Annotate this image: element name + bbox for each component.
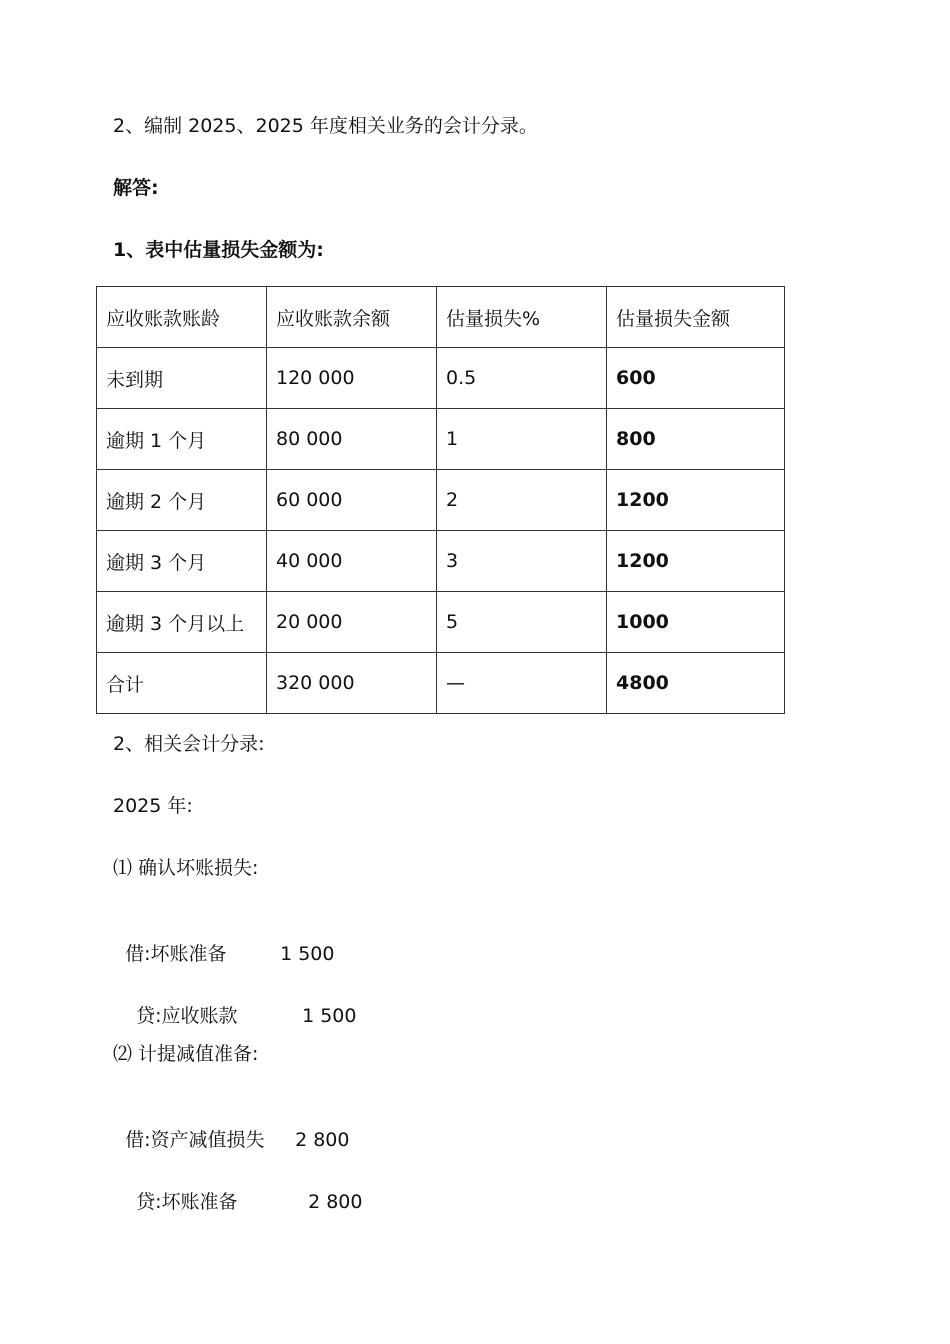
table-cell: 逾期 3 个月以上 [97, 592, 267, 653]
entry2-credit-amount: 2 800 [308, 1191, 363, 1213]
header-cell: 估量损失% [437, 287, 607, 348]
entry1-debit [113, 918, 335, 966]
table-cell: 600 [607, 348, 785, 409]
section2-heading: 2、相关会计分录: [113, 733, 265, 755]
entry1-credit-label: 贷:应收账款 [136, 1005, 238, 1027]
table-cell: 合计 [97, 653, 267, 714]
table-row [97, 470, 785, 531]
table-row [97, 409, 785, 470]
table-row [97, 531, 785, 592]
header-cell: 估量损失金额 [607, 287, 785, 348]
section1-heading: 1、表中估量损失金额为: [113, 239, 324, 261]
table-cell: 1000 [607, 592, 785, 653]
table-row [97, 348, 785, 409]
table-cell: 1200 [607, 470, 785, 531]
table-row [97, 592, 785, 653]
table-cell: 5 [437, 592, 607, 653]
entry2-debit-amount: 2 800 [295, 1129, 350, 1151]
table-cell: 40 000 [267, 531, 437, 592]
entry1-debit-amount: 1 500 [280, 943, 335, 965]
table-cell: 1 [437, 409, 607, 470]
step2-label: ⑵ 计提减值准备: [113, 1043, 259, 1065]
answer-heading: 解答: [113, 177, 159, 199]
table-cell: 80 000 [267, 409, 437, 470]
table-cell: 未到期 [97, 348, 267, 409]
entry2-debit-label: 借:资产减值损失 [125, 1129, 265, 1151]
entry1-debit-label: 借:坏账准备 [125, 943, 227, 965]
header-cell: 应收账款余额 [267, 287, 437, 348]
entry1-credit [124, 980, 357, 1028]
header-cell: 应收账款账龄 [97, 287, 267, 348]
step1-label: ⑴ 确认坏账损失: [113, 857, 259, 879]
table-cell: 320 000 [267, 653, 437, 714]
table-header-row [97, 287, 785, 348]
table-cell: 1200 [607, 531, 785, 592]
entry1-credit-amount: 1 500 [302, 1005, 357, 1027]
table-cell: 4800 [607, 653, 785, 714]
table-cell: 逾期 3 个月 [97, 531, 267, 592]
table-cell: 逾期 1 个月 [97, 409, 267, 470]
year-label: 2025 年: [113, 795, 193, 817]
table-cell: 0.5 [437, 348, 607, 409]
table-cell: 120 000 [267, 348, 437, 409]
question-line: 2、编制 2025、2025 年度相关业务的会计分录。 [113, 115, 538, 137]
table-cell: 20 000 [267, 592, 437, 653]
table-cell: 2 [437, 470, 607, 531]
table-cell: 60 000 [267, 470, 437, 531]
entry2-credit-label: 贷:坏账准备 [136, 1191, 238, 1213]
table-cell: 800 [607, 409, 785, 470]
entry2-credit [124, 1166, 363, 1214]
table-cell: 3 [437, 531, 607, 592]
table-cell: 逾期 2 个月 [97, 470, 267, 531]
table-cell: — [437, 653, 607, 714]
entry2-debit [113, 1104, 350, 1152]
table-total-row [97, 653, 785, 714]
aging-loss-table [96, 286, 785, 714]
